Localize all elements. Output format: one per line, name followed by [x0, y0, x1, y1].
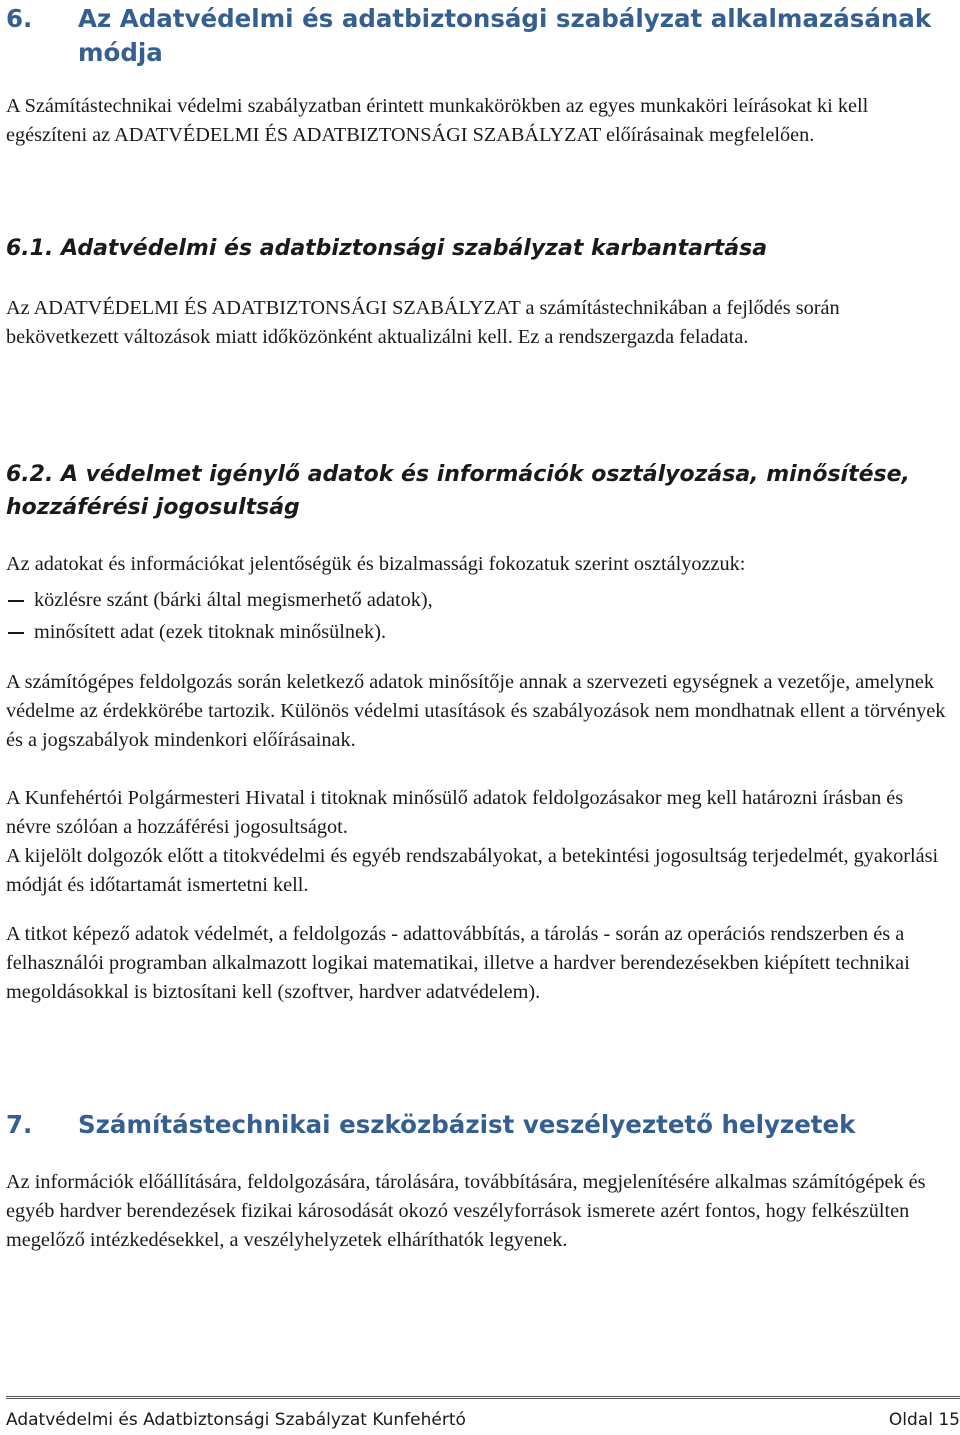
section-6-2-para-2: A Kunfehértói Polgármesteri Hivatal i titoknak minősülő adatok feldolgozásakor meg kell határozni írásban és névre szólóan a hozzáférési jogosultságot. [6, 787, 904, 838]
list-item-text: közlésre szánt (bárki által megismerhető adatok), [34, 589, 433, 611]
section-6-intro: A Számítástechnikai védelmi szabályzatban érintett munkakörökben az egyes munkaköri leírásokat ki kell egészíteni az ADATVÉDELMI ÉS ADATBIZTONSÁGI SZABÁLYZAT előírásainak megfelelően. [6, 95, 869, 146]
dash-bullet-icon [6, 618, 34, 647]
section-6-2-para-4: A titkot képező adatok védelmét, a feldolgozás - adattovábbítás, a tárolás - során az operációs rendszerben és a felhasználói programban alkalmazott logikai matematikai, illetve a hardver berendezésekben kiépített technikai megoldásokkal is biztosítani kell (szoftver, hardver adatvédelem). [6, 923, 910, 1003]
dash-bullet-icon [6, 586, 34, 615]
section-7-heading [6, 1108, 855, 1142]
page-footer [6, 1408, 960, 1432]
section-6-number: 6. [6, 4, 33, 33]
section-6-1-heading: 6.1. Adatvédelmi és adatbiztonsági szabályzat karbantartása [6, 236, 768, 261]
section-6-title: Az Adatvédelmi és adatbiztonsági szabályzat alkalmazásának módja [78, 4, 932, 67]
list-item-text: minősített adat (ezek titoknak minősülnek). [34, 621, 387, 643]
section-6-2-heading: 6.2. A védelmet igénylő adatok és információk osztályozása, minősítése, hozzáférési jogosultság [6, 462, 910, 520]
section-6-2-para-3: A kijelölt dolgozók előtt a titokvédelmi és egyéb rendszabályokat, a betekintési jogosultság terjedelmét, gyakorlási módját és időtartamát ismertetni kell. [6, 845, 939, 896]
list-item [6, 586, 952, 615]
section-7-body: Az információk előállítására, feldolgozására, tárolására, továbbítására, megjelenítésére alkalmas számítógépek és egyéb hardver berendezések fizikai károsodását okozó veszélyforrások ismerete azért fontos, hogy felkészülten megelőző intézkedésekkel, a veszélyhelyzetek elháríthatók legyenek. [6, 1171, 926, 1251]
list-item [6, 618, 952, 647]
section-6-2-para-1: A számítógépes feldolgozás során keletkező adatok minősítője annak a szervezeti egységnek a vezetője, amelynek védelme az érdekkörébe tartozik. Különös védelmi utasítások és szabályozások nem mondhatnak ellent a törvények és a jogszabályok mindenkori előírásainak. [6, 671, 946, 751]
footer-page-number: Oldal 15 [888, 1410, 960, 1430]
section-6-1-body: Az ADATVÉDELMI ÉS ADATBIZTONSÁGI SZABÁLYZAT a számítástechnikában a fejlődés során bekövetkezett változások miatt időközönként aktualizálni kell. Ez a rendszergazda feladata. [6, 297, 840, 348]
section-6-2-intro: Az adatokat és információkat jelentőségük és bizalmassági fokozatuk szerint osztályozzuk: [6, 553, 746, 575]
section-7-number: 7. [6, 1110, 33, 1139]
section-7-title: Számítástechnikai eszközbázist veszélyeztető helyzetek [78, 1110, 856, 1139]
footer-divider [6, 1396, 960, 1399]
section-6-heading [6, 2, 952, 70]
footer-document-title: Adatvédelmi és Adatbiztonsági Szabályzat Kunfehértó [6, 1410, 466, 1430]
